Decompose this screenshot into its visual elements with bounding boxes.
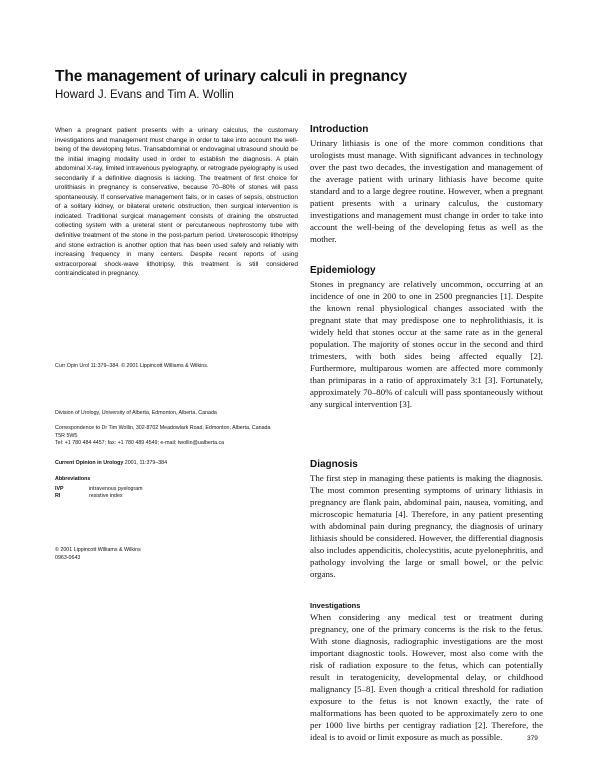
abbreviation-key: RI xyxy=(55,493,61,499)
section-heading-investigations: Investigations xyxy=(310,601,361,610)
abbreviation-value: resistive index xyxy=(89,493,123,499)
abbreviations-list xyxy=(55,486,298,499)
section-text-introduction: Urinary lithiasis is one of the more common conditions that urologists must manage. With significant advances in technology over the past two decades, the investigation and management of the average patient with urinary lithiasis have become quite standard and to a large degree routine. However, when a pregnant patient presents with a urinary calculus, the customary investigations and management must change in order to take into account the well-being of the developing fetus as well as the mother. xyxy=(310,138,543,244)
correspondence: Correspondence to Dr Tim Wollin, 302-8702 Meadowlark Road, Edmonton, Alberta, Canada T5R 5W5 Tel: +1 780 484 4457; fax: +1 780 489 4549; e-mail: twollin@ualberta.ca xyxy=(55,425,271,446)
section-text-investigations: When considering any medical test or treatment during pregnancy, one of the primary concerns is the risk to the fetus. With stone diagnosis, radiographic investigations are the most important diagnostic tools. However, most also come with the risk of radiation exposure to the fetus, which can potentially result in teratogenicity, developmental delay, or childhood malignancy [5–8]. Even though a critical threshold for radiation exposure to the fetus is not known exactly, the rate of malformations has been quoted to be approximately zero to one per 1000 live births per centigray radiation [2]. Therefore, the ideal is to avoid or limit exposure as much as possible. xyxy=(310,612,543,742)
journal-name: Current Opinion in Urology xyxy=(55,460,124,466)
journal-reference xyxy=(55,460,298,466)
abbreviation-row xyxy=(55,493,298,499)
abbreviation-key: IVP xyxy=(55,486,64,492)
section-text-diagnosis: The first step in managing these patients is making the diagnosis. The most common presenting symptoms of urinary lithiasis in pregnancy are flank pain, abdominal pain, nausea, vomiting, and microscopic hematuria [4]. Therefore, in any patient presenting with abdominal pain during pregnancy, the diagnosis of urinary lithiasis should be considered. However, the differential diagnosis also includes appendicitis, cholecystitis, acute pyelonephritis, and pathology involving the large or small bowel, or the pelvic organs. xyxy=(310,473,543,579)
abbreviation-row xyxy=(55,486,298,492)
journal-info: 2001, 11:379–384 xyxy=(123,460,168,466)
citation: Curr Opin Urol 11:379–384. © 2001 Lippincott Williams & Wilkins. xyxy=(55,363,209,369)
copyright: © 2001 Lippincott Williams & Wilkins 0963-0643 xyxy=(55,547,141,561)
affiliation: Division of Urology, University of Alberta, Edmonton, Alberta, Canada xyxy=(55,410,217,416)
abstract: When a pregnant patient presents with a urinary calculus, the customary investigations and management must change in order to take into account the well-being of the developing fetus. Transabdominal or endovaginal ultrasound should be the initial imaging modality used in order to establish the diagnosis. A plain abdominal X-ray, limited intravenous pyelography, or retrograde pyelography is used secondarily if a definitive diagnosis is lacking. The treatment of first choice for urolithiasis in pregnancy is conservative, because 70–80% of stones will pass spontaneously. If conservative management fails, or in cases of sepsis, obstruction of a solitary kidney, or bilateral ureteric obstruction, then surgical intervention is indicated. Traditional surgical management consists of draining the obstructed collecting system with a ureteral stent or percutaneous nephrostomy tube with definitive treatment of the stone in the post-partum period. Ureteroscopic lithotripsy and stone extraction is another option that has been used safely and reliably with increasing frequency in many centers. Despite recent reports of using extracorporeal shock-wave lithotripsy, this treatment is still considered contraindicated in pregnancy. xyxy=(55,127,298,278)
authors: Howard J. Evans and Tim A. Wollin xyxy=(55,89,234,101)
section-heading-epidemiology: Epidemiology xyxy=(310,265,376,276)
abbreviation-value: intravenous pyelogram xyxy=(89,486,143,492)
article-title: The management of urinary calculi in pregnancy xyxy=(55,68,407,85)
abbreviations-heading: Abbreviations xyxy=(55,476,91,482)
section-heading-introduction: Introduction xyxy=(310,124,369,135)
section-text-epidemiology: Stones in pregnancy are relatively uncommon, occurring at an incidence of one in 200 to one in 2500 pregnancies [1]. Despite the known renal physiological changes associated with the pregnant state that may predispose one to nephrolithiasis, it is widely held that stones occur at the same rate as in the general population. The majority of stones occur in the second and third trimesters, with both sides being affected equally [2]. Furthermore, multiparous women are affected more commonly than primiparas in a ratio of approximately 3:1 [3]. Fortunately, approximately 70–80% of calculi will pass spontaneously without any surgical intervention [3]. xyxy=(310,279,543,409)
page-number: 379 xyxy=(527,735,538,742)
section-heading-diagnosis: Diagnosis xyxy=(310,459,358,470)
